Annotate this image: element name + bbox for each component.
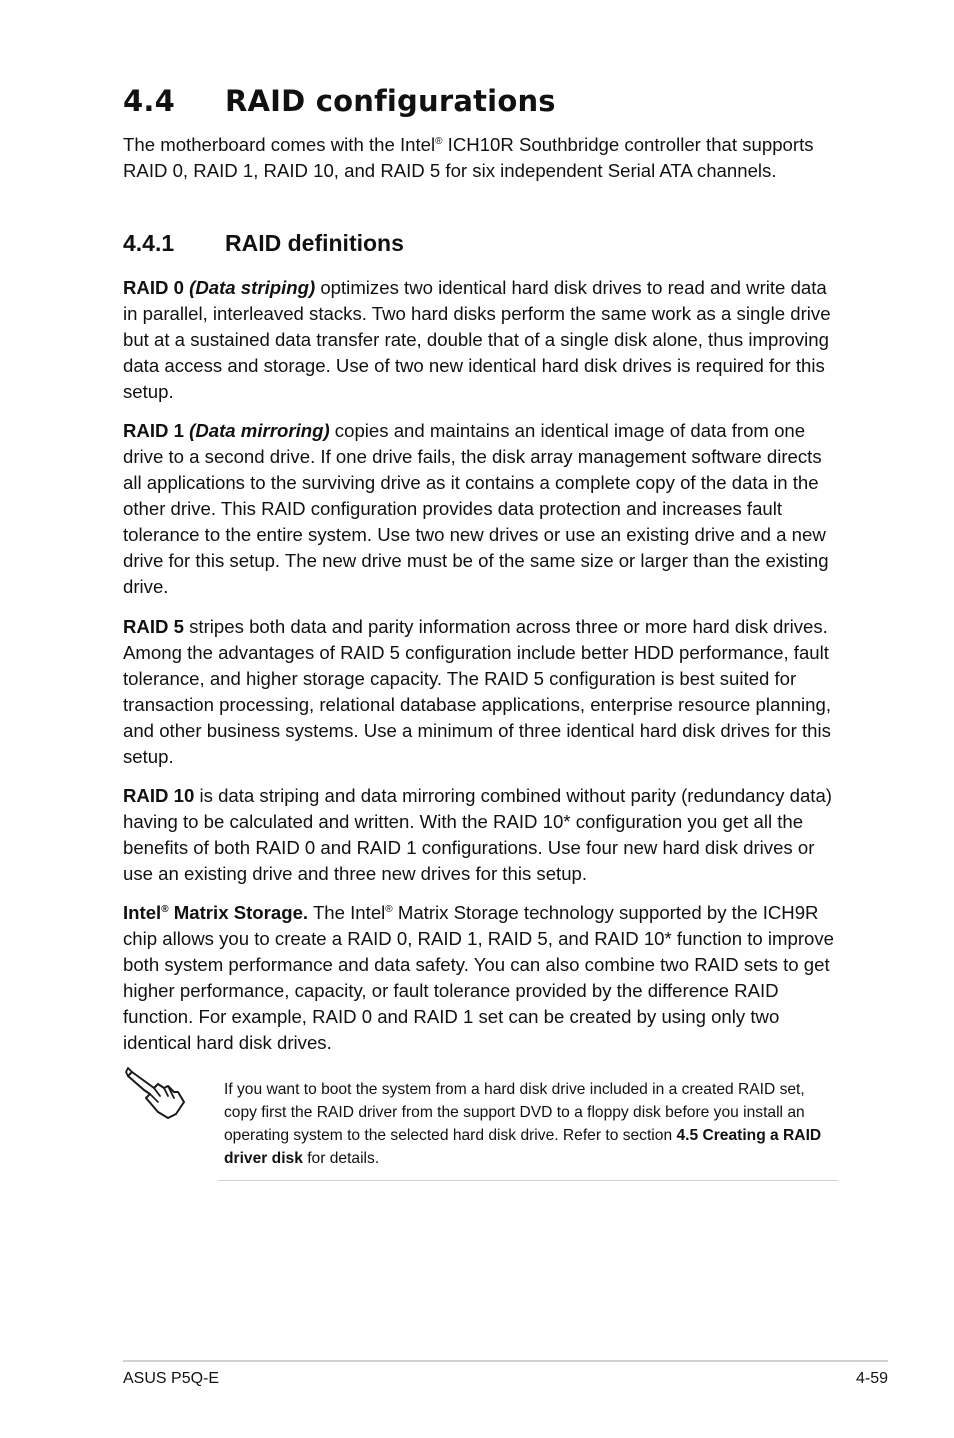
note-text [224,1078,840,1170]
matrix-label-intel: Intel [123,902,162,923]
raid10-text: is data striping and data mirroring combined without parity (redundancy data) having to be calculated and written. With the RAID 10* configuration you get all the benefits of both RAID 0 and RAID 1 configurations. Use four new hard disk drives or use an existing drive and three new drives for this setup. [123,785,833,884]
footer-divider [123,1360,888,1362]
raid1-label: RAID 1 [123,420,184,441]
matrix-text-1: The Intel [308,902,386,923]
raid5-text: stripes both data and parity information across three or more hard disk drives. Among the advantages of RAID 5 configuration include better HDD performance, fault tolerance, and higher storage capacity. The RAID 5 configuration is best suited for transaction processing, relational database applications, enterprise resource planning, and other business systems. Use a minimum of three identical hard disk drives for this setup. [123,616,832,767]
subsection-title: RAID definitions [225,230,404,256]
footer-page-number: 4-59 [855,1370,888,1387]
raid1-qualifier: (Data mirroring) [189,420,330,441]
note-section-ref: 4.5 Creating a RAID driver disk [224,1127,822,1167]
raid10-label: RAID 10 [123,785,195,806]
matrix-storage-paragraph [123,900,839,1056]
matrix-text-2: Matrix Storage technology supported by the ICH9R chip allows you to create a RAID 0, RAID 1, RAID 5, and RAID 10* function to improve both system performance and data safety. You can also combine two RAID sets to get higher performance, capacity, or fault tolerance provided by the difference RAID function. For example, RAID 0 and RAID 1 set can be created by using only two identical hard disk drives. [123,902,835,1053]
matrix-registered: ® [385,904,393,915]
raid1-paragraph [123,418,839,600]
raid5-paragraph [123,614,839,770]
subsection-heading [123,230,404,257]
hand-pointer-icon [124,1066,186,1120]
raid10-paragraph [123,783,839,887]
raid1-text: copies and maintains an identical image of data from one drive to a second drive. If one drive fails, the disk array management software directs all applications to the surviving drive as it contains a complete copy of the data in the other drive. This RAID configuration provides data protection and increases fault tolerance to the entire system. Use two new drives or use an existing drive and a new drive for this setup. The new drive must be of the same size or larger than the existing drive. [123,420,829,597]
raid0-text: optimizes two identical hard disk drives to read and write data in parallel, interleaved stacks. Two hard disks perform the same work as a single drive but at a sustained data transfer rate, double that of a single disk alone, thus improving data access and storage. Use of two new identical hard disk drives is required for this setup. [123,277,831,402]
section-number: 4.4 [123,84,175,118]
raid5-label: RAID 5 [123,616,184,637]
matrix-label-rest: Matrix Storage. [168,902,309,923]
matrix-label-registered: ® [161,904,169,915]
registered-mark: ® [435,136,443,147]
raid0-qualifier: (Data striping) [189,277,316,298]
note-divider [218,1180,838,1181]
intro-paragraph [123,132,839,184]
raid0-paragraph [123,275,839,405]
subsection-number: 4.4.1 [123,230,175,256]
note-text-1: If you want to boot the system from a hard disk drive included in a created RAID set, copy first the RAID driver from the support DVD to a floppy disk before you install an operating system to the selected hard disk drive. Refer to section [224,1081,805,1144]
note-text-2: for details. [302,1150,380,1167]
footer-product-name: ASUS P5Q-E [123,1370,220,1387]
section-title: RAID configurations [225,84,556,118]
section-heading [123,84,556,118]
intro-text-1: The motherboard comes with the Intel [123,134,436,155]
intro-text-2: ICH10R Southbridge controller that supports RAID 0, RAID 1, RAID 10, and RAID 5 for six independent Serial ATA channels. [123,134,814,181]
raid0-label: RAID 0 [123,277,184,298]
